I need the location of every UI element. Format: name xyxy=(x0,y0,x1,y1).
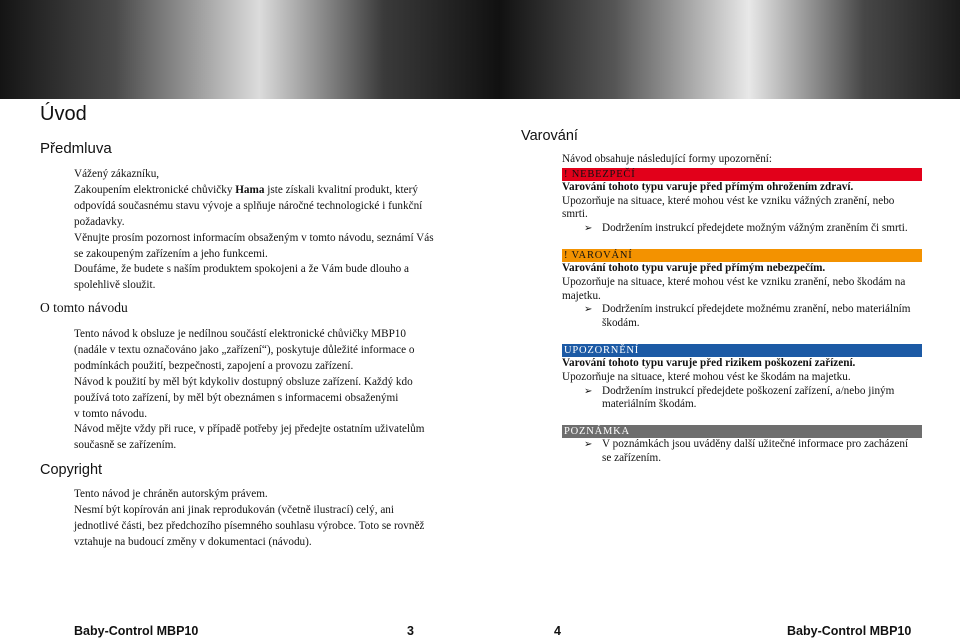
predmluva-text xyxy=(74,167,434,294)
arrow-bullet-icon: ➢ xyxy=(584,223,593,235)
warning-label-bar: ! VAROVÁNÍ xyxy=(562,249,922,262)
page-number-right: 4 xyxy=(554,624,561,638)
warning-desc-line: Upozorňuje na situace, které mohou vést ke vzniku zranění, nebo škodám na xyxy=(562,275,906,288)
text-line: Doufáme, že budete s naším produktem spokojeni a že Vám bude dlouho a xyxy=(74,263,410,276)
text-line: se zakoupeným zařízením a jeho funkcemi. xyxy=(74,247,268,260)
danger-bullet: ➢ Dodržením instrukcí předejdete možným vážným zraněním či smrti. xyxy=(584,222,908,235)
caution-desc-line: Upozorňuje na situace, které mohou vést ke škodám na majetku. xyxy=(562,370,851,383)
caution-bullet-cont: materiálním škodám. xyxy=(602,398,697,411)
header-metallic-band xyxy=(0,0,960,99)
o-tomto-navodu-text xyxy=(74,327,424,454)
text-line: odpovídá současnému stavu vývoje a splňuje náročné technologické i funkční xyxy=(74,199,423,212)
footer-title-left: Baby-Control MBP10 xyxy=(74,624,199,638)
arrow-bullet-icon: ➢ xyxy=(584,304,593,316)
caution-headline: Varování tohoto typu varuje před rizikem poškození zařízení. xyxy=(562,356,856,369)
section-heading-varovani: Varování xyxy=(521,128,578,144)
arrow-bullet-icon: ➢ xyxy=(584,385,593,397)
footer-title-right: Baby-Control MBP10 xyxy=(787,624,912,638)
note-label-bar: POZNÁMKA xyxy=(562,425,922,438)
text-line: Zakoupením elektronické chůvičky Hama jste získali kvalitní produkt, který xyxy=(74,183,418,196)
warning-bullet: ➢ Dodržením instrukcí předejdete možnému zranění, nebo materiálním xyxy=(584,303,911,316)
danger-label-bar: ! NEBEZPEČÍ xyxy=(562,168,922,181)
page-title: Úvod xyxy=(40,103,87,125)
section-heading-o-tomto-navodu: O tomto návodu xyxy=(40,300,128,315)
text-line: v tomto návodu. xyxy=(74,407,148,420)
text-line: jednotlivé části, bez předchozího písemného souhlasu výrobce. Toto se rovněž xyxy=(74,519,425,532)
intro-text: Návod obsahuje následující formy upozornění: xyxy=(562,153,773,165)
text-line: Tento návod je chráněn autorským právem. xyxy=(74,488,268,500)
text-line: Tento návod k obsluze je nedílnou součástí elektronické chůvičky MBP10 xyxy=(74,328,406,340)
danger-headline: Varování tohoto typu varuje před přímým ohrožením zdraví. xyxy=(562,180,854,193)
note-bullet: ➢ V poznámkách jsou uváděny další užitečné informace pro zacházení xyxy=(584,438,909,451)
copyright-text xyxy=(74,487,424,551)
section-heading-copyright: Copyright xyxy=(40,462,103,478)
section-heading-predmluva: Předmluva xyxy=(40,140,112,157)
text-line: Návod mějte vždy při ruce, v případě potřeby jej předejte ostatním uživatelům xyxy=(74,423,425,436)
danger-desc-line: smrti. xyxy=(562,208,588,221)
text-line: vztahuje na budoucí změny v dokumentaci (návodu). xyxy=(74,535,312,548)
text-line: Nesmí být kopírován ani jinak reprodukován (včetně ilustrací) celý, ani xyxy=(74,503,394,516)
note-bullet-cont: se zařízením. xyxy=(602,451,662,464)
warning-bullet-cont: škodám. xyxy=(602,317,640,330)
page-number-left: 3 xyxy=(407,624,414,638)
text-line: požadavky. xyxy=(74,215,125,228)
text-line: spolehlivě sloužit. xyxy=(74,279,156,292)
warning-desc-line: majetku. xyxy=(562,289,601,302)
text-line: podmínkách použití, bezpečnosti, zapojení a provozu zařízení. xyxy=(74,359,354,372)
text-line: Vážený zákazníku, xyxy=(74,168,160,180)
text-line: současně se zařízením. xyxy=(74,439,177,452)
danger-desc-line: Upozorňuje na situace, které mohou vést ke vzniku vážných zranění, nebo xyxy=(562,194,895,207)
warning-legend xyxy=(562,153,922,466)
text-line: (nadále v textu označováno jako „zařízení“), poskytuje důležité informace o xyxy=(74,343,415,356)
arrow-bullet-icon: ➢ xyxy=(584,439,593,451)
caution-label-bar: UPOZORNĚNÍ xyxy=(562,344,922,357)
text-line: Návod k použití by měl být kdykoliv dostupný obsluze zařízení. Každý kdo xyxy=(74,375,413,388)
text-line: používá toto zařízení, by měl být obeznámen s informacemi obsaženými xyxy=(74,391,399,404)
caution-bullet: ➢ Dodržením instrukcí předejdete poškození zařízení, a/nebo jiným xyxy=(584,384,895,397)
warning-headline: Varování tohoto typu varuje před přímým nebezpečím. xyxy=(562,261,826,274)
text-line: Věnujte prosím pozornost informacím obsaženým v tomto návodu, seznámí Vás xyxy=(74,231,434,244)
